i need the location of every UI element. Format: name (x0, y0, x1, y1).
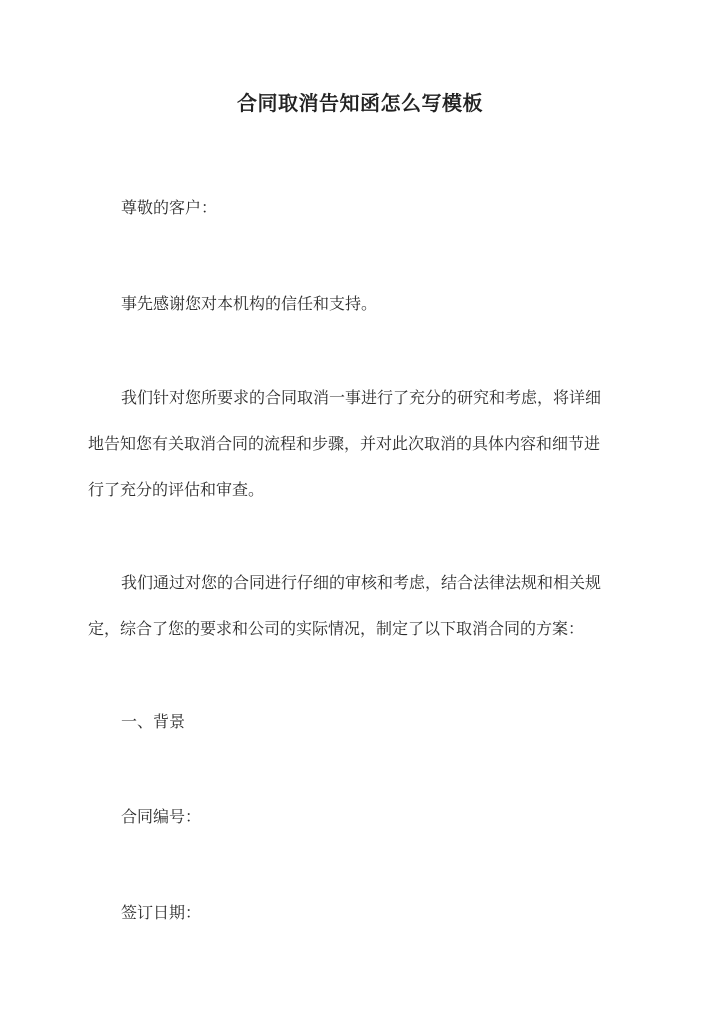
contract-number-label: 合同编号： (121, 807, 202, 826)
salutation: 尊敬的客户： (121, 198, 218, 217)
paragraph-1-line-2: 地告知您有关取消合同的流程和步骤，并对此次取消的具体内容和细节进 (88, 434, 601, 453)
sign-date-label: 签订日期： (121, 903, 202, 922)
paragraph-1-line-3: 行了充分的评估和审查。 (88, 480, 265, 499)
document-title: 合同取消告知函怎么写模板 (237, 91, 483, 115)
paragraph-2-line-2: 定，综合了您的要求和公司的实际情况，制定了以下取消合同的方案： (88, 619, 585, 638)
paragraph-1-line-1: 我们针对您所要求的合同取消一事进行了充分的研究和考虑，将详细 (121, 388, 602, 407)
paragraph-2-line-1: 我们通过对您的合同进行仔细的审核和考虑，结合法律法规和相关规 (121, 573, 602, 592)
section-heading-background: 一、背景 (121, 712, 186, 731)
thanks-line: 事先感谢您对本机构的信任和支持。 (121, 294, 378, 313)
